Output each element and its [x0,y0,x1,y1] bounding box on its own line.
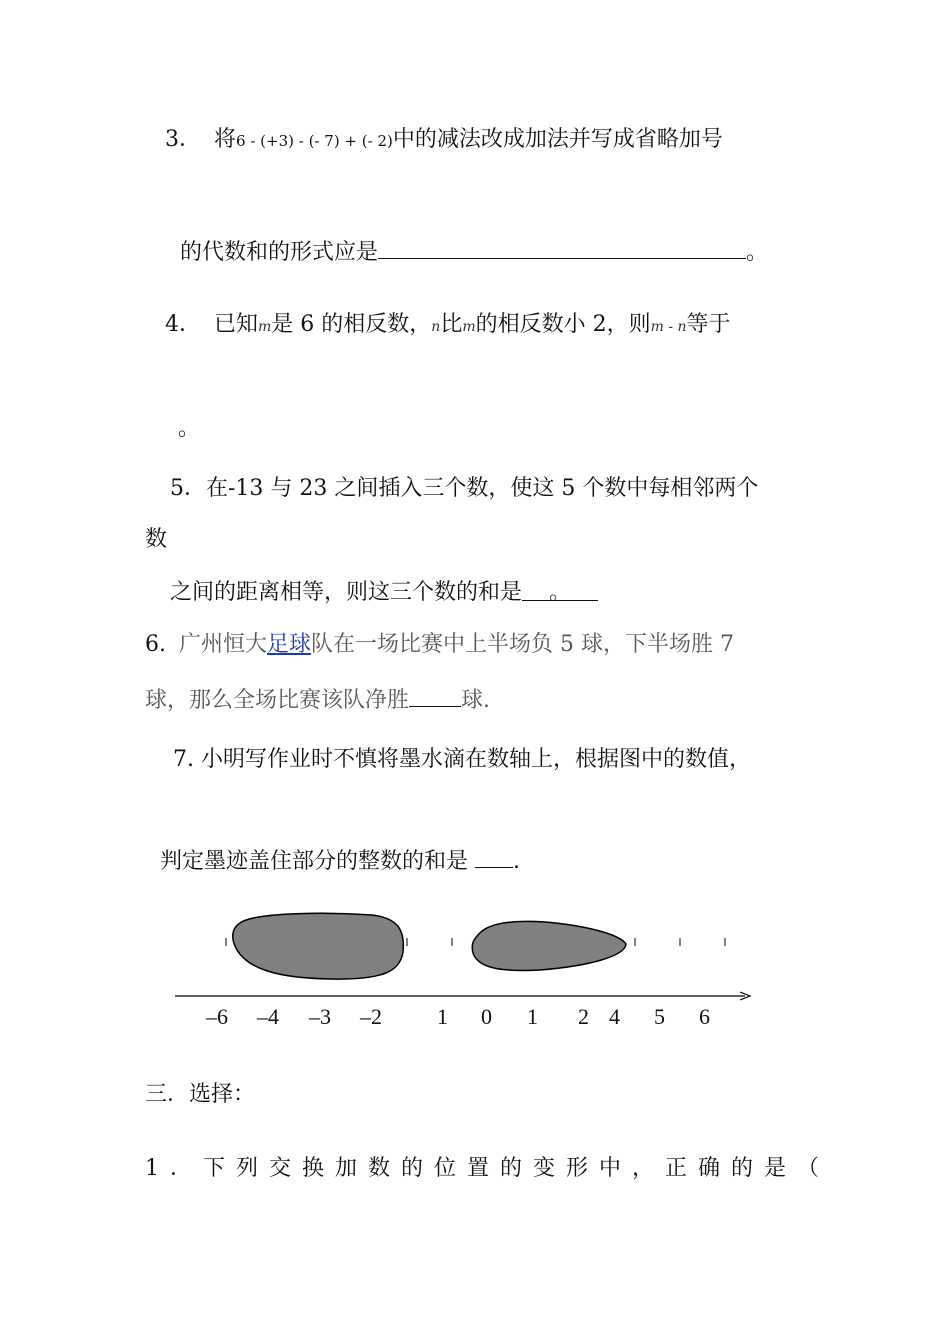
q4-line2 [178,414,200,444]
axis-label: 4 [609,1004,620,1029]
q7-line2 [160,845,520,877]
q4-text-5: 等于 [686,312,731,337]
section-3-title: 三．选择： [145,1082,256,1107]
q7-answer-blank[interactable] [475,845,513,868]
q5-line3 [170,578,598,608]
q3-number: 3． [165,127,201,152]
q3-post: 中的减法改成加法并写成省略加号 [392,127,723,152]
q7-line2-end: . [513,849,521,874]
tick-marks [226,938,725,946]
q3-answer-blank[interactable] [378,236,746,259]
q6-line2-text: 球，那么全场比赛该队净胜 [145,688,410,713]
q4-var-m: m [258,319,272,335]
section-3-q1: 1．下列交换加数的位置的变形中，正确的是（ [145,1156,830,1181]
q6-line2-end: 球. [461,688,491,713]
q3-pre: 将 [214,127,237,152]
axis-labels [205,1004,710,1029]
q6-football-link[interactable]: 足球 [267,632,312,657]
q4-text-2: 是 6 的相反数， [271,312,432,337]
q5-line2: 数 [145,527,168,552]
q5-line3-text: 之间的距离相等，则这三个数的和是 [170,580,523,605]
axis-label: –2 [360,1004,382,1029]
q4-answer-end: 。 [178,416,201,441]
axis-label: –3 [309,1004,331,1029]
axis-label: 0 [481,1004,492,1029]
q4-var-m2: m [462,319,476,335]
q4-text-1: 已知 [214,312,259,337]
axis-label: 1 [437,1004,448,1029]
q7-line1: 7. 小明写作业时不慎将墨水滴在数轴上，根据图中的数值， [173,747,751,772]
axis-label: 2 [578,1004,589,1029]
axis-label: 1 [527,1004,538,1029]
q5-line1: 5．在-13 与 23 之间插入三个数，使这 5 个数中每相邻两个 [170,476,759,501]
q3-line1 [165,125,723,156]
axis-label: –6 [206,1004,228,1029]
q5-blank-text: 。 [549,580,572,605]
ink-blot-right [472,921,626,970]
ink-blot-left [233,913,404,979]
axis-arrow-icon [740,992,750,1000]
q5-answer-blank[interactable] [522,578,598,605]
q6-answer-blank[interactable] [409,684,461,707]
q4-expr-m-n: m - n [650,319,687,335]
q3-line2-text: 的代数和的形式应是 [180,240,379,265]
q4-var-n: n [431,319,441,335]
q6-text-1: 广州恒大 [179,632,268,657]
q3-line2 [180,236,768,268]
q4-text-3: 比 [440,312,463,337]
q6-line1 [145,630,734,660]
q4-number: 4． [165,312,201,337]
q6-line2 [145,684,490,716]
axis-label: 6 [699,1004,710,1029]
q3-end: 。 [746,240,769,265]
q7-line2-text: 判定墨迹盖住部分的整数的和是 [160,849,469,874]
q6-text-2: 队在一场比赛中上半场负 5 球，下半场胜 7 [311,632,735,657]
q3-expression: 6 - (+3) - (- 7) + (- 2) [236,132,393,150]
q4-line1 [165,310,731,342]
q6-number: 6. [145,632,166,657]
axis-label: –4 [257,1004,279,1029]
axis-label: 5 [654,1004,665,1029]
q4-text-4: 的相反数小 2，则 [475,312,651,337]
